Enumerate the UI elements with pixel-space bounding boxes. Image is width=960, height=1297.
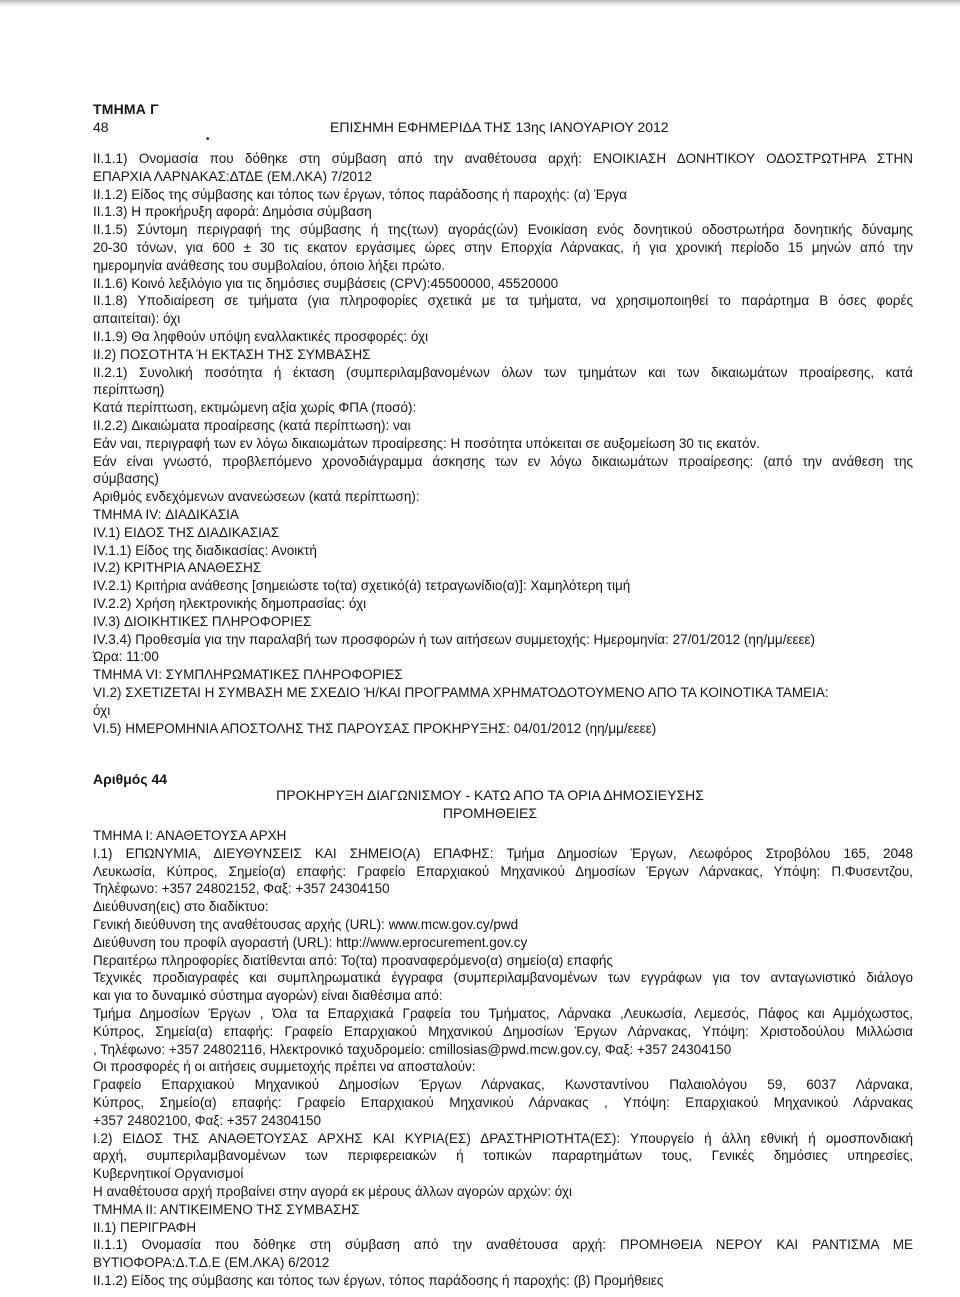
notice-title-line-1: ΠΡΟΚΗΡΥΞΗ ΔΙΑΓΩΝΙΣΜΟΥ - ΚΑΤΩ ΑΠΟ ΤΑ ΟΡΙΑ ΔΗΜΟΣΙΕΥΣΗΣ [276,787,704,803]
notice-number: Αριθμός 44 [93,771,168,787]
text-line: II.1.9) Θα ληφθούν υπόψη εναλλακτικές προσφορές: όχι [93,328,429,344]
text-line: I.1) ΕΠΩΝΥΜΙΑ, ΔΙΕΥΘΥΝΣΕΙΣ ΚΑΙ ΣΗΜΕΙΟ(Α) ΕΠΑΦΗΣ: Τμήμα Δημοσίων Έργων, Λεωφόρος Στροβόλου 165, 2048 [93,845,913,861]
text-line: ΒΥΤΙΟΦΟΡΑ:Δ.Τ.Δ.Ε (ΕΜ.ΛΚΑ) 6/2012 [93,1255,330,1271]
text-line: απαιτείται): όχι [93,311,181,327]
text-line: Οι προσφορές ή οι αιτήσεις συμμετοχής πρέπει να αποσταλούν: [93,1059,476,1075]
text-line: , Τηλέφωνο: +357 24802116, Ηλεκτρονικό ταχυδρομείο: cmillosias@pwd.mcw.gov.cy, Φαξ: +357 24304150 [93,1041,732,1057]
text-line: IV.1.1) Είδος της διαδικασίας: Ανοικτή [93,542,317,558]
text-line: Γενική διεύθυνση της αναθέτουσας αρχής (URL): www.mcw.gov.cy/pwd [93,916,519,932]
text-line: II.1.2) Είδος της σύμβασης και τόπος των έργων, τόπος παράδοσης ή παροχής: (β) Προμήθειες [93,1272,664,1288]
text-line: Κύπρος, Σημεία(α) επαφής: Γραφείο Επαρχιακού Μηχανικού Δημοσίων Έργων Λάρνακας, Υπόψη: Χριστοδούλου Μιλλώσια [93,1023,913,1039]
text-line: ΤΜΗΜΑ ΙΙ: ΑΝΤΙΚΕΙΜΕΝΟ ΤΗΣ ΣΥΜΒΑΣΗΣ [93,1201,360,1217]
text-line: I.2) ΕΙΔΟΣ ΤΗΣ ΑΝΑΘΕΤΟΥΣΑΣ ΑΡΧΗΣ ΚΑΙ ΚΥΡΙΑ(ΕΣ) ΔΡΑΣΤΗΡΙΟΤΗΤΑ(ΕΣ): Υπουργείο ή άλλη εθνική ή ομοσπονδιακή [93,1130,913,1146]
text-line: ΕΠΑΡΧΙΑ ΛΑΡΝΑΚΑΣ:ΔΤΔΕ (ΕΜ.ΛΚΑ) 7/2012 [93,168,372,184]
text-line: II.1.6) Κοινό λεξιλόγιο για τις δημόσιες συμβάσεις (CPV):45500000, 45520000 [93,275,559,291]
text-line: Τηλέφωνο: +357 24802152, Φαξ: +357 24304150 [93,881,390,897]
text-line: Η αναθέτουσα αρχή προβαίνει στην αγορά εκ μέρους άλλων αγορών αρχών: όχι [93,1183,572,1199]
text-line: ημερομηνία ανάθεσης του συμβολαίου, όποιο λήξει πρώτο. [93,257,446,273]
text-line: Κύπρος, Σημείο(α) επαφής: Γραφείο Επαρχιακού Μηχανικού Λάρνακας , Υπόψη: Επαρχιακού Μηχανικού Λάρνακας [93,1094,913,1110]
text-line: IV.2) ΚΡΙΤΗΡΙΑ ΑΝΑΘΕΣΗΣ [93,560,262,576]
text-line: II.2.1) Συνολική ποσότητα ή έκταση (συμπεριλαμβανομένων όλων των τμημάτων και των δικαιωμάτων προαίρεσης, κατά [93,364,913,380]
text-line: Εάν ναι, περιγραφή των εν λόγω δικαιωμάτων προαίρεσης: Η ποσότητα υπόκειται σε αυξομείωση 30 τις εκατόν. [93,435,760,451]
text-line: VI.5) ΗΜΕΡΟΜΗΝΙΑ ΑΠΟΣΤΟΛΗΣ ΤΗΣ ΠΑΡΟΥΣΑΣ ΠΡΟΚΗΡΥΞΗΣ: 04/01/2012 (ηη/μμ/εεεε) [93,720,657,736]
text-line: Γραφείο Επαρχιακού Μηχανικού Δημοσίων Έργων Λάρνακας, Κωνσταντίνου Παλαιολόγου 59, 6037 Λάρνακα, [93,1077,913,1093]
text-line: όχι [93,702,111,718]
text-line: II.1.8) Υποδιαίρεση σε τμήματα (για πληροφορίες σχετικά με τα τμήματα, να χρησιμοποιηθεί το παράρτημα Β όσες φορές [93,293,913,309]
scan-top-edge [0,0,960,7]
text-line: αρχή, συμπεριλαμβανομένων των περιφερειακών ή τοπικών παραρτημάτων τους, Γενικές δημόσιες υπηρεσίες, [93,1148,913,1164]
page-number: 48 [93,119,109,135]
text-line: Αριθμός ενδεχόμενων ανανεώσεων (κατά περίπτωση): [93,489,420,505]
text-line: +357 24802100, Φαξ: +357 24304150 [93,1112,322,1128]
text-line: IV.3) ΔΙΟΙΚΗΤΙΚΕΣ ΠΛΗΡΟΦΟΡΙΕΣ [93,613,312,629]
text-line: VI.2) ΣΧΕΤΙΖΕΤΑΙ Η ΣΥΜΒΑΣΗ ΜΕ ΣΧΕΔΙΟ Ή/ΚΑΙ ΠΡΟΓΡΑΜΜΑ ΧΡΗΜΑΤΟΔΟΤΟΥΜΕΝΟ ΑΠΟ ΤΑ ΚΟΙΝΟΤΙΚΑ ΤΑΜΕΙΑ: [93,684,829,700]
text-line: Περαιτέρω πληροφορίες διατίθενται από: Το(τα) προαναφερόμενο(α) σημείο(α) επαφής [93,952,613,968]
text-line: περίπτωση) [93,382,165,398]
section-label: ΤΜΗΜΑ Γ [93,101,159,117]
notice-title-line-2: ΠΡΟΜΗΘΕΙΕΣ [442,805,538,821]
text-line: και για το δυναμικό σύστημα αγορών) είναι διαθέσιμα από: [93,988,443,1004]
text-line: Τμήμα Δημοσίων Έργων , Όλα τα Επαρχιακά Γραφεία του Τμήματος, Λάρνακα ,Λευκωσία, Λεμεσός, Πάφος και Αμμόχωστος, [93,1005,913,1021]
text-line: ΤΜΗΜΑ VI: ΣΥΜΠΛΗΡΩΜΑΤΙΚΕΣ ΠΛΗΡΟΦΟΡΙΕΣ [93,667,403,683]
text-line: Εάν είναι γνωστό, προβλεπόμενο χρονοδιάγραμμα άσκησης των εν λόγω δικαιωμάτων προαίρεσης: (από την ανάθεση της [93,453,913,469]
text-line: II.1.1) Ονομασία που δόθηκε στη σύμβαση από την αναθέτουσα αρχή: ΕΝΟΙΚΙΑΣΗ ΔΟΝΗΤΙΚΟΥ ΟΔΟΣΤΡΩΤΗΡΑ ΣΤΗΝ [93,151,913,166]
text-line: ΤΜΗΜΑ Ι: ΑΝΑΘΕΤΟΥΣΑ ΑΡΧΗ [93,828,287,843]
notice-title [160,786,820,822]
text-line: IV.3.4) Προθεσμία για την παραλαβή των προσφορών ή των αιτήσεων συμμετοχής: Ημερομηνία: 27/01/2012 (ηη/μμ/εεεε) [93,631,816,647]
notice-1-body [93,150,913,737]
text-line: Διεύθυνση(εις) στο διαδίκτυο: [93,899,269,915]
text-line: II.1.5) Σύντομη περιγραφή της σύμβασης ή της(των) αγοράς(ών) Ενοικίαση ενός δονητικού οδοστρωτήρα δονητικής δύναμης [93,222,913,238]
text-line: II.2) ΠΟΣΟΤΗΤΑ Ή ΕΚΤΑΣΗ ΤΗΣ ΣΥΜΒΑΣΗΣ [93,346,371,362]
text-line: σύμβασης) [93,471,159,487]
text-line: II.1.3) Η προκήρυξη αφορά: Δημόσια σύμβαση [93,204,372,220]
text-line: IV.2.1) Κριτήρια ανάθεσης [σημειώστε το(τα) σχετικό(ά) τετραγωνίδιο(α)]: Χαμηλότερη τιμή [93,578,631,594]
stray-dot: • [206,134,210,145]
text-line: Λευκωσία, Κύπρος, Σημείο(α) επαφής: Γραφείο Επαρχιακού Μηχανικού Δημοσίων Έργων Λάρνακας, Υπόψη: Π.Φυσεντζου, [93,863,913,879]
text-line: Κατά περίπτωση, εκτιμώμενη αξία χωρίς ΦΠΑ (ποσό): [93,400,417,416]
notice-2-body [93,827,913,1290]
text-line: II.2.2) Δικαιώματα προαίρεσης (κατά περίπτωση): ναι [93,417,411,433]
text-line: IV.2.2) Χρήση ηλεκτρονικής δημοπρασίας: όχι [93,595,367,611]
text-line: ΤΜΗΜΑ IV: ΔΙΑΔΙΚΑΣΙΑ [93,506,239,522]
text-line: IV.1) ΕΙΔΟΣ ΤΗΣ ΔΙΑΔΙΚΑΣΙΑΣ [93,524,280,540]
text-line: II.1) ΠΕΡΙΓΡΑΦΗ [93,1219,197,1235]
text-line: 20-30 τόνων, για 600 ± 30 τις εκατον εργάσιμες ώρες στην Επορχία Λάρνακας, ή για χρονική περίοδο 15 μηνών από την [93,239,913,255]
text-line: II.1.1) Ονομασία που δόθηκε στη σύμβαση από την αναθέτουσα αρχή: ΠΡΟΜΗΘΕΙΑ ΝΕΡΟΥ ΚΑΙ ΡΑΝΤΙΣΜΑ ΜΕ [93,1237,913,1253]
text-line: Ώρα: 11:00 [93,649,159,665]
text-line: II.1.2) Είδος της σύμβασης και τόπος των έργων, τόπος παράδοσης ή παροχής: (α) Έργα [93,186,627,202]
running-header [93,119,913,145]
text-line: Κυβερνητικοί Οργανισμοί [93,1166,244,1182]
text-line: Διεύθυνση του προφίλ αγοραστή (URL): http://www.eprocurement.gov.cy [93,934,528,950]
running-head-title: ΕΠΙΣΗΜΗ ΕΦΗΜΕΡΙΔΑ ΤΗΣ 13ης ΙΑΝΟΥΑΡΙΟΥ 2012 [330,119,669,135]
text-line: Τεχνικές προδιαγραφές και συμπληρωματικά έγγραφα (συμπεριλαμβανομένων των εγγράφων για τον ανταγωνιστικό διάλογο [93,970,913,986]
